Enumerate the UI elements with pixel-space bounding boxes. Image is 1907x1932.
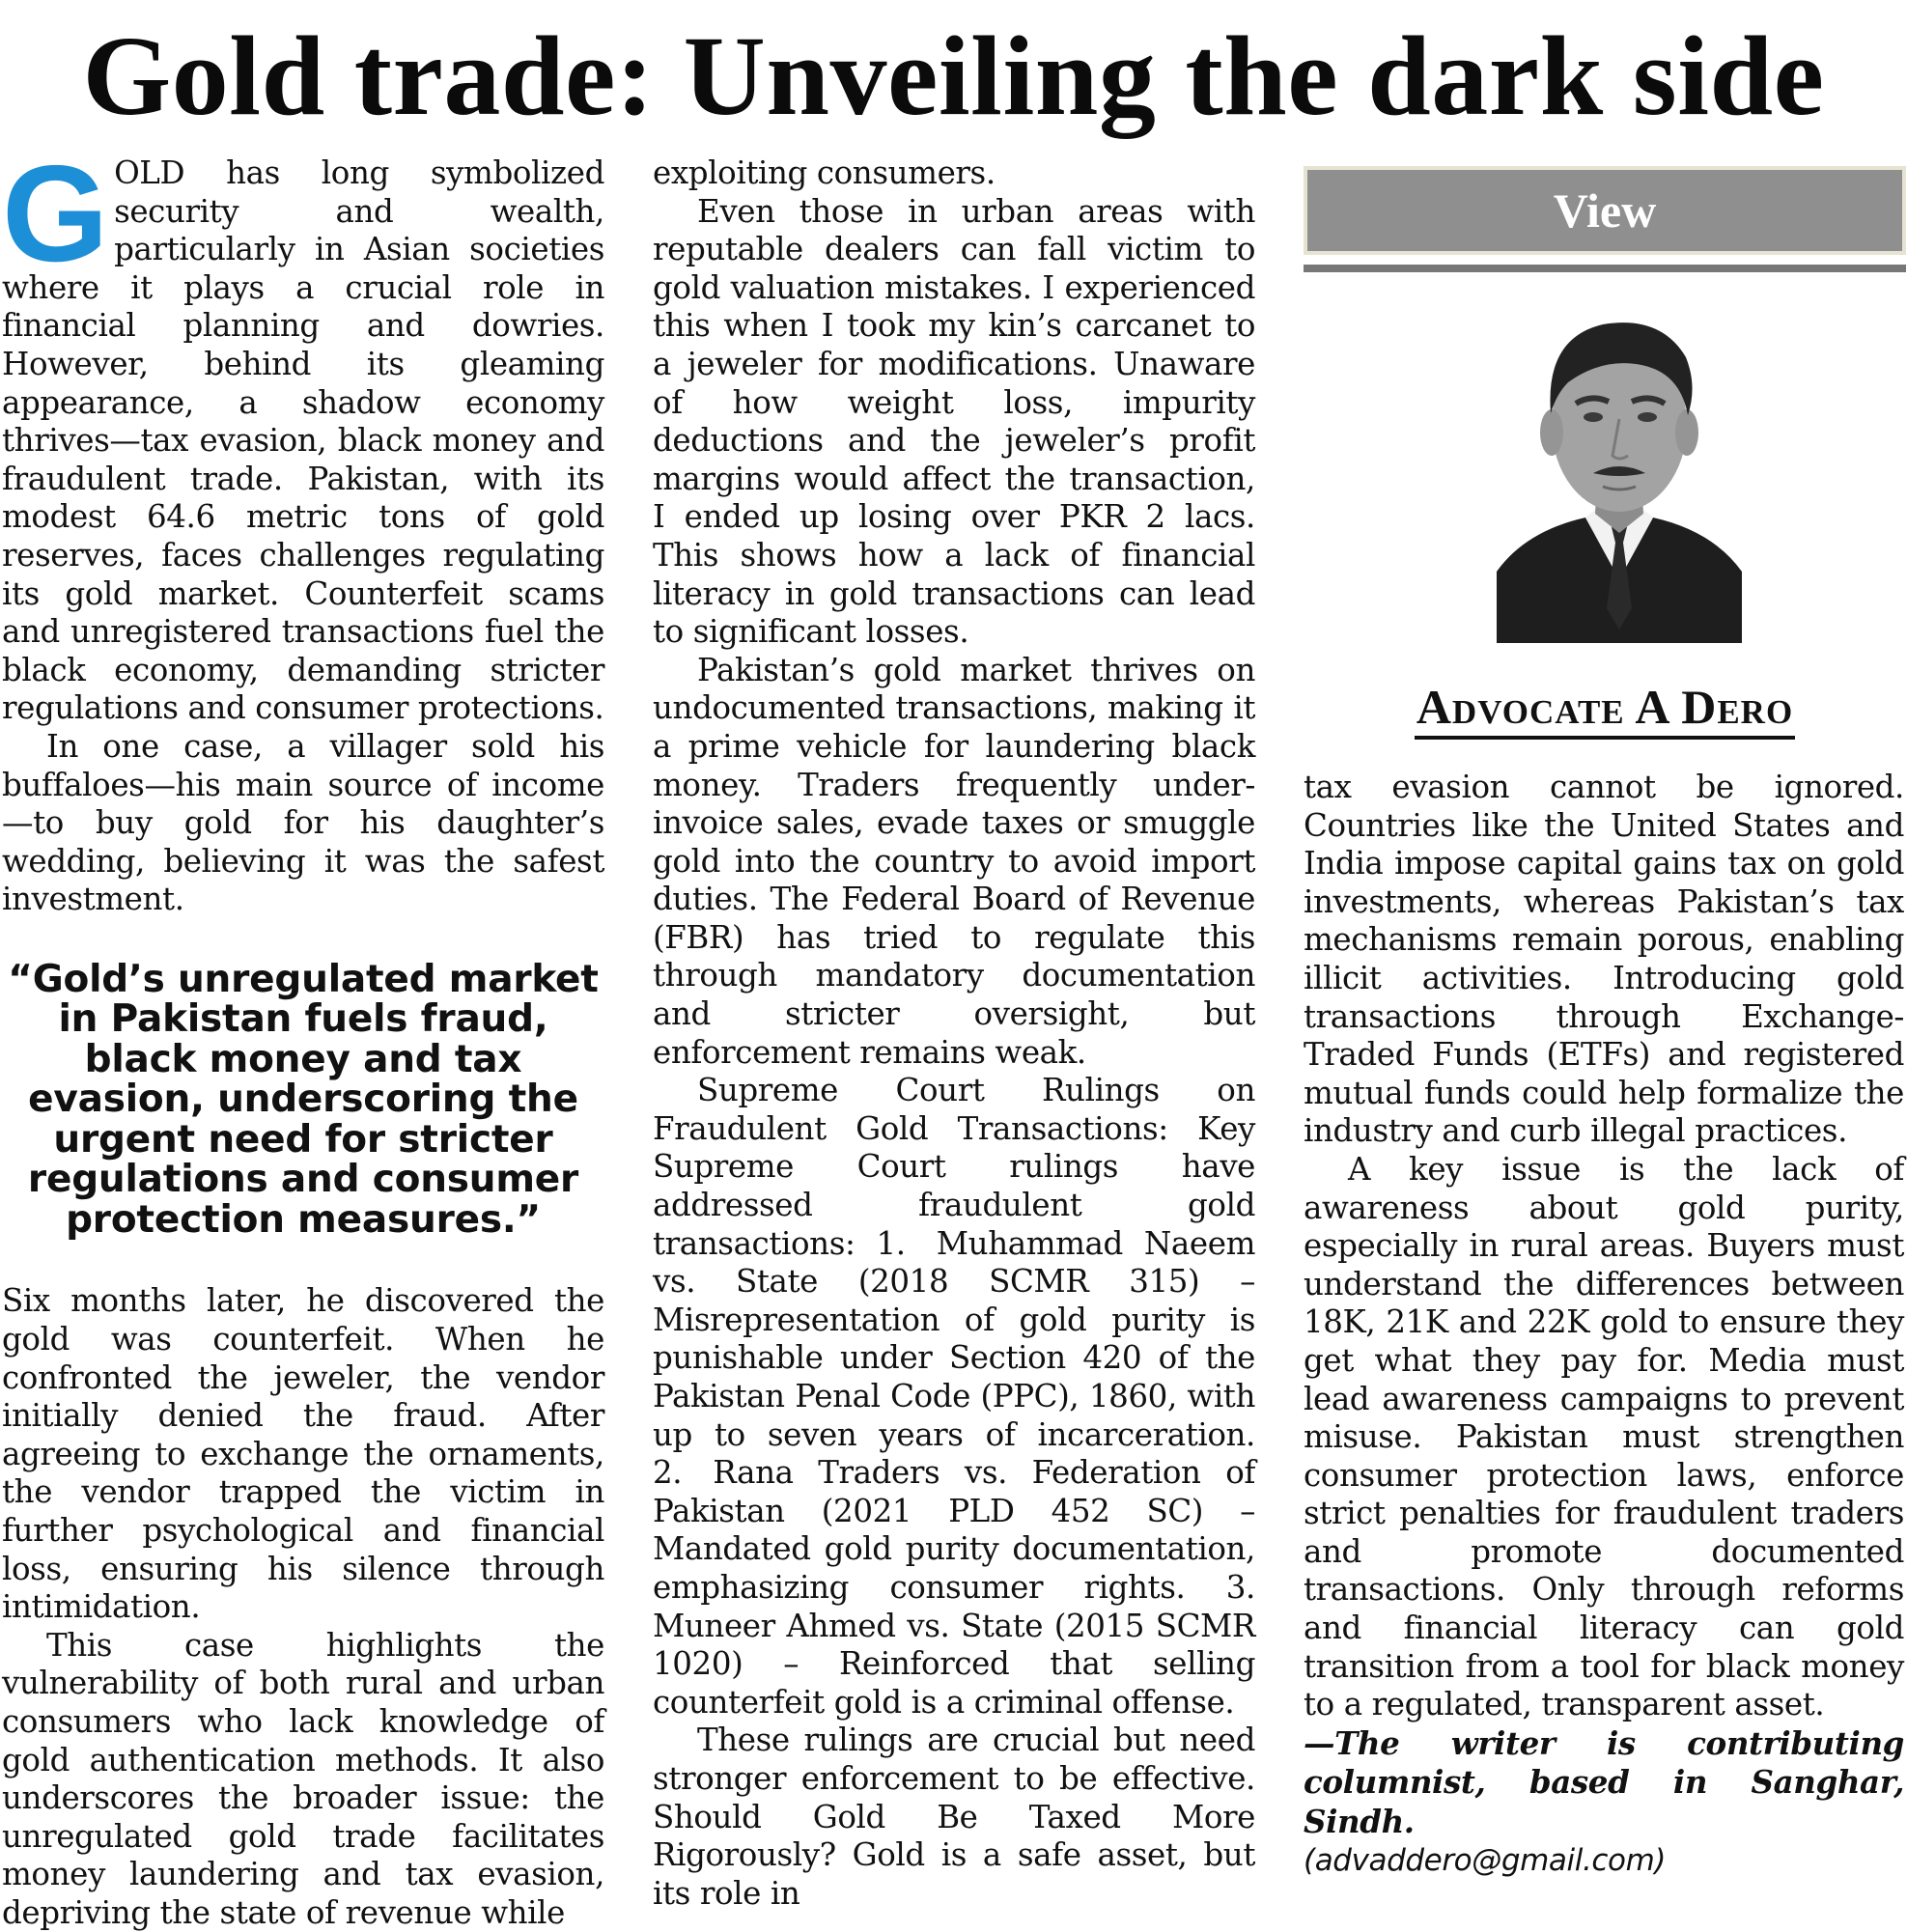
paragraph: Even those in urban areas with reputable dealers can fall victim to gold valuation mistakes. I experienced this when I took my kin’s carcanet to a jeweler for modifications. Unaware of how weight loss, impurity deductions and the jeweler’s profit margins would affect the transaction, I ended up losing over PKR 2 lacs. This shows how a lack of financial literacy in gold transactions can lead to significant losses. bbox=[653, 192, 1255, 651]
writer-email: (advaddero@gmail.com) bbox=[1304, 1842, 1667, 1878]
signoff-text: —The writer is contributing columnist, based in Sanghar, Sindh. bbox=[1304, 1723, 1904, 1841]
paragraph bbox=[2, 137, 604, 728]
paragraph: In one case, a villager sold his buffaloes—his main source of income—to buy gold for his daughter’s wedding, believing it was the safest investment. bbox=[2, 727, 604, 918]
paragraph: Pakistan’s gold market thrives on undocumented transactions, making it a prime vehicle for laundering black money. Traders frequently under-invoice sales, evade taxes or smuggle gold into the country to avoid import duties. The Federal Board of Revenue (FBR) has tried to regulate this through mandatory documentation and stricter oversight, but enforcement remains weak. bbox=[653, 651, 1255, 1071]
section-rule bbox=[1304, 265, 1906, 272]
section-label-box bbox=[1304, 166, 1906, 255]
section-label: View bbox=[1553, 183, 1657, 238]
paragraph: A key issue is the lack of awareness about gold purity, especially in rural areas. Buyers must understand the differences between 18K, 21K and 22K gold to ensure they get what they pay for. Media must lead awareness campaigns to prevent misuse. Pakistan must strengthen consumer protection laws, enforce strict penalties for fraudulent traders and promote documented transactions. Only through reforms and financial literacy can gold transition from a tool for black money to a regulated, transparent asset. bbox=[1304, 1150, 1904, 1723]
paragraph: tax evasion cannot be ignored. Countries like the United States and India impose capital gains tax on gold investments, whereas Pakistan’s tax mechanisms remain porous, enabling illicit activities. Introducing gold transactions through Exchange-Traded Funds (ETFs) and registered mutual funds could help formalize the industry and curb illegal practices. bbox=[1304, 769, 1904, 1150]
article-column-3 bbox=[1304, 769, 1904, 1880]
paragraph: These rulings are crucial but need stronger enforcement to be effective. Should Gold Be Taxed More Rigorously? Gold is a safe asset, but its role in bbox=[653, 1722, 1255, 1912]
drop-cap: G bbox=[2, 137, 109, 291]
paragraph: Six months later, he discovered the gold was counterfeit. When he confronted the jeweler, the vendor initially denied the fraud. After agreeing to exchange the ornaments, the vendor trapped the victim in further psychological and financial loss, ensuring his silence through intimidation. bbox=[2, 1282, 604, 1626]
author-name: Advocate A Dero bbox=[1415, 680, 1795, 740]
paragraph: exploiting consumers. bbox=[653, 154, 996, 191]
pull-quote: “Gold’s unregulated market in Pakistan fuels fraud, black money and tax evasion, underscoring the urgent need for stricter regulations and consumer protection measures.” bbox=[8, 957, 599, 1242]
article-column-2 bbox=[653, 154, 1255, 1913]
writer-signoff bbox=[1304, 1724, 1904, 1842]
article-column-1 bbox=[2, 137, 604, 1932]
paragraph-text: OLD has long symbolized security and wealth, particularly in Asian societies where it plays a crucial role in financial planning and dowries. However, behind its gleaming appearance, a shadow economy thrives—tax evasion, black money and fraudulent trade. Pakistan, with its modest 64.6 metric tons of gold reserves, faces challenges regulating its gold market. Counterfeit scams and unregistered transactions fuel the black economy, demanding stricter regulations and consumer protections. bbox=[2, 154, 604, 727]
paragraph: This case highlights the vulnerability of both rural and urban consumers who lack knowledge of gold authentication methods. It also underscores the broader issue: the unregulated gold trade facilitates money laundering and tax evasion, depriving the state of revenue while bbox=[2, 1626, 604, 1931]
headline: Gold trade: Unveiling the dark side bbox=[82, 13, 1825, 139]
author-byline bbox=[1304, 678, 1906, 736]
author-photo bbox=[1497, 290, 1742, 643]
paragraph: Supreme Court Rulings on Fraudulent Gold Transactions: Key Supreme Court rulings have addressed fraudulent gold transactions: 1. Muhammad Naeem vs. State (2018 SCMR 315) – Misrepresentation of gold purity is punishable under Section 420 of the Pakistan Penal Code (PPC), 1860, with up to seven years of incarceration. 2. Rana Traders vs. Federation of Pakistan (2021 PLD 452 SC) – Mandated gold purity documentation, emphasizing consumer rights. 3. Muneer Ahmed vs. State (2015 SCMR 1020) – Reinforced that selling counterfeit gold is a criminal offense. bbox=[653, 1072, 1255, 1721]
